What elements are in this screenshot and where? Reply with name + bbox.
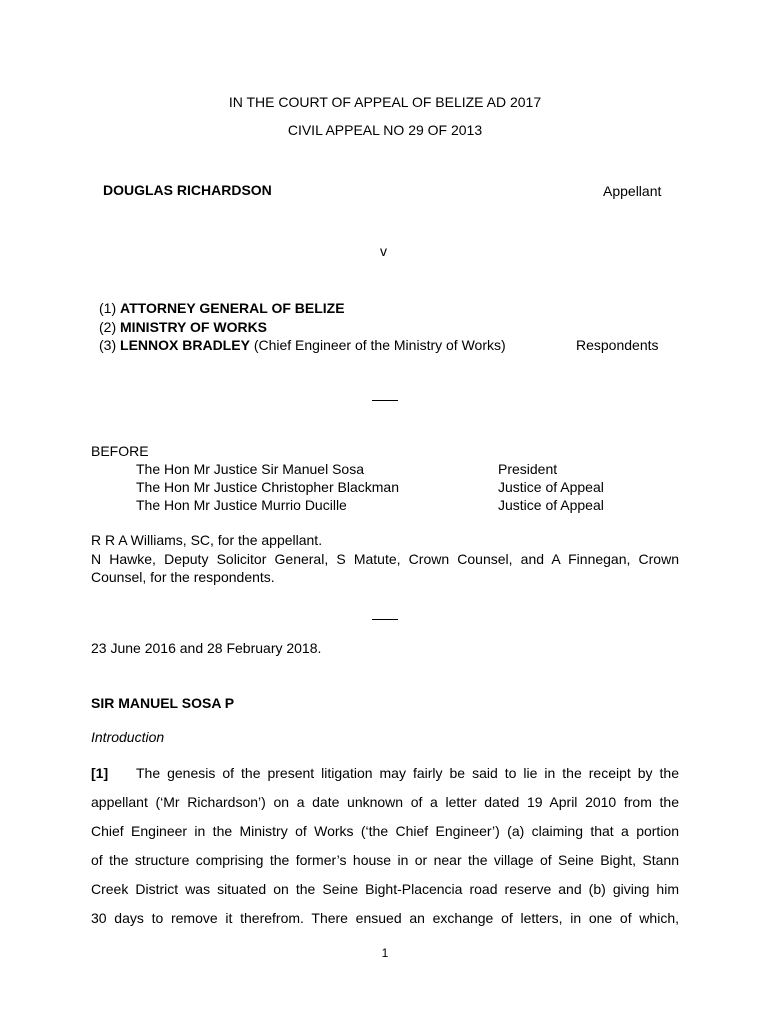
- respondent-number: (3): [99, 337, 117, 353]
- counsel-appellant: R R A Williams, SC, for the appellant.: [91, 532, 323, 548]
- respondents-role: Respondents: [576, 337, 659, 353]
- judge-title: Justice of Appeal: [498, 497, 604, 513]
- respondent-3: [99, 336, 506, 354]
- respondent-number: (1): [99, 300, 117, 316]
- respondent-note: (Chief Engineer of the Ministry of Works): [253, 337, 506, 353]
- versus-label: v: [380, 243, 387, 259]
- respondent-2: [99, 318, 267, 336]
- respondent-name: MINISTRY OF WORKS: [120, 319, 268, 335]
- paragraph-line: The genesis of the present litigation may fairly be said to lie in the receipt by the: [136, 765, 679, 781]
- before-label: BEFORE: [91, 443, 149, 459]
- appellant-name: DOUGLAS RICHARDSON: [103, 182, 272, 198]
- paragraph-1: [91, 759, 679, 933]
- judge-name: The Hon Mr Justice Murrio Ducille: [136, 497, 347, 513]
- paragraph-line: appellant (‘Mr Richardson’) on a date unknown of a letter dated 19 April 2010 from the: [91, 794, 679, 810]
- respondent-name: LENNOX BRADLEY: [120, 337, 250, 353]
- hearing-dates: 23 June 2016 and 28 February 2018.: [91, 640, 322, 656]
- page-number: 1: [381, 946, 389, 960]
- section-heading: Introduction: [91, 729, 165, 745]
- respondent-number: (2): [99, 319, 117, 335]
- paragraph-line: Creek District was situated on the Seine Bight-Placencia road reserve and (b) giving him: [91, 881, 679, 897]
- judge-title: Justice of Appeal: [498, 479, 604, 495]
- judge-name: The Hon Mr Justice Sir Manuel Sosa: [136, 461, 364, 477]
- section-divider: [372, 619, 398, 620]
- paragraph-line: Chief Engineer in the Ministry of Works (‘the Chief Engineer’) (a) claiming that a portion: [91, 823, 679, 839]
- respondent-name: ATTORNEY GENERAL OF BELIZE: [120, 300, 345, 316]
- paragraph-line: 30 days to remove it therefrom. There ensued an exchange of letters, in one of which,: [91, 910, 679, 926]
- judge-name: The Hon Mr Justice Christopher Blackman: [136, 479, 399, 495]
- appeal-number: CIVIL APPEAL NO 29 OF 2013: [287, 122, 483, 138]
- respondent-1: [99, 299, 345, 317]
- paragraph-number: [1]: [91, 765, 109, 781]
- judgment-author: SIR MANUEL SOSA P: [91, 695, 235, 711]
- judge-title: President: [498, 461, 558, 477]
- paragraph-line: of the structure comprising the former’s house in or near the village of Seine Bight, Stann: [91, 852, 679, 868]
- section-divider: [372, 400, 398, 401]
- appellant-role: Appellant: [603, 183, 662, 199]
- court-heading: IN THE COURT OF APPEAL OF BELIZE AD 2017: [228, 94, 542, 110]
- counsel-respondents: N Hawke, Deputy Solicitor General, S Matute, Crown Counsel, and A Finnegan, Crown Counsel, for the respondents.: [91, 551, 679, 585]
